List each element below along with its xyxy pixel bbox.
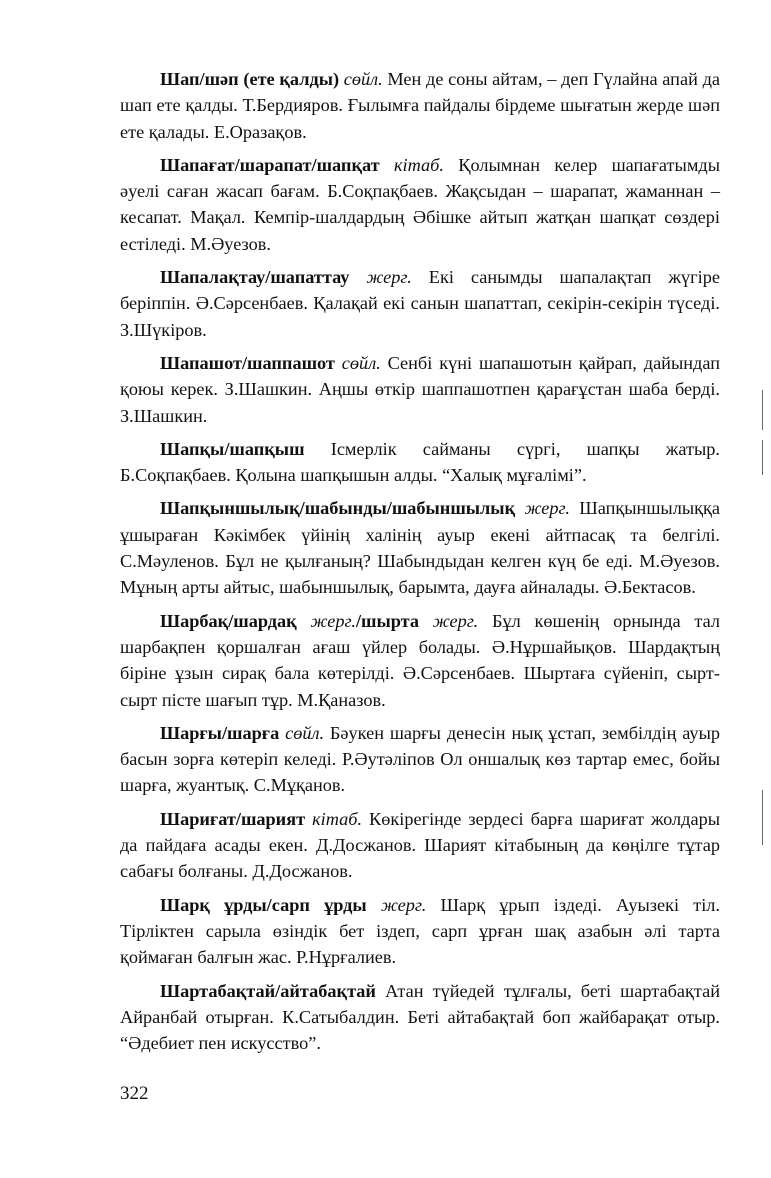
dictionary-entry [120, 495, 720, 600]
entry-text: Мен де соны айтам, – деп Гүлайна апай да шап ете қалды. Т.Бердияров. Ғылымға пайдалы бірдеме шығатын жерде шәп ете қалады. Е.Оразақов. [120, 69, 720, 142]
scan-margin-mark [762, 790, 763, 845]
headword-variant: /шырта [355, 610, 419, 631]
headword: Шарқ ұрды/сарп ұрды [160, 894, 367, 915]
dictionary-entry [120, 350, 720, 429]
headword: Шапағат/шарапат/шапқат [160, 154, 380, 175]
entry-text: Бәукен шарғы денесін нық ұстап, зембілдің ауыр басын зорға көтеріп келеді. Р.Әутәліпов Ол оншалық көз тартар емес, бойы шарға, жуантық. С.Мұқанов. [120, 722, 720, 796]
dictionary-entry [120, 892, 720, 971]
dictionary-entry [120, 436, 720, 489]
headword: Шапашот/шаппашот [160, 352, 335, 373]
usage-label: кітаб. [312, 808, 363, 829]
headword: Шапқыншылық/шабынды/шабыншылық [160, 498, 516, 519]
dictionary-entry [120, 152, 720, 257]
headword: Шариғат/шарият [160, 808, 306, 829]
headword: Шапқы/шапқыш [160, 438, 305, 459]
page-number: 322 [120, 1083, 149, 1104]
headword: Шап/шәп (ете қалды) [160, 69, 340, 89]
usage-label: жерг. [310, 610, 356, 631]
usage-label: жерг. [380, 894, 427, 915]
entry-text: Қолымнан келер шапағатымды әуелі саған жасап бағам. Б.Соқпақбаев. Жақсыдан – шарапат, жаманнан – кесапат. Мақал. Кемпір-шалдардың Әбішке айтып жатқан шапқат сөздері естіледі. М.Әуезов. [120, 154, 720, 254]
usage-label: сөйл. [285, 722, 325, 743]
entry-text: Атан түйедей тұлғалы, беті шартабақтай Айранбай отырған. К.Сатыбалдин. Беті айтабақтай боп жайбарақат отыр. “Әдебиет пен искусство”. [120, 980, 720, 1054]
usage-label: сөйл. [341, 352, 381, 373]
usage-label: кітаб. [393, 154, 444, 175]
dictionary-entry [120, 978, 720, 1057]
scan-margin-mark [762, 390, 763, 430]
entry-text: Шапқыншылыққа ұшыраған Кәкімбек үйінің халінің ауыр екені айтпасақ та белгілі. С.Мәуленов. Бұл не қылғаның? Шабындыдан келген күң бе еді. М.Әуезов. Мұның арты айтыс, шабыншылық, барымта, дауға айналады. Ә.Бектасов. [120, 498, 720, 598]
headword: Шарбақ/шардақ [160, 610, 297, 631]
dictionary-entry [120, 608, 720, 713]
entry-text: Ісмерлік сайманы сүргі, шапқы жатыр. Б.Соқпақбаев. Қолына шапқышын алды. “Халық мұғалімі”. [120, 438, 720, 486]
entry-text: Көкірегінде зердесі барға шариғат жолдары да пайдаға асады екен. Д.Досжанов. Шарият кітабының да көңілге тұтар сабағы болғаны. Д.Досжанов. [120, 808, 720, 882]
entry-text: Сенбі күні шапашотын қайрап, дайындап қоюы керек. З.Шашкин. Аңшы өткір шаппашотпен қарағұстан шаба берді. З.Шашкин. [120, 352, 720, 426]
headword: Шапалақтау/шапаттау [160, 267, 350, 288]
usage-label-variant: жерг. [432, 610, 479, 631]
usage-label: жерг. [524, 498, 570, 519]
usage-label: жерг. [366, 267, 412, 288]
headword: Шарғы/шарға [160, 722, 280, 743]
entry-text: Екі санымды шапалақтап жүгіре беріппін. Ә.Сәрсенбаев. Қалақай екі санын шапаттап, секірін-секірін түседі. З.Шүкіров. [120, 267, 720, 340]
dictionary-entry [120, 720, 720, 799]
entry-text: Шарқ ұрып іздеді. Ауызекі тіл. Тірліктен сарыла өзіндік бет іздеп, сарп ұрған шақ азабын әлі тарта қоймаған балғын жас. Р.Нұрғалиев. [120, 894, 720, 968]
headword: Шартабақтай/айтабақтай [160, 980, 376, 1001]
dictionary-entry [120, 806, 720, 885]
dictionary-entry [120, 264, 720, 343]
usage-label: сөйл. [343, 69, 383, 89]
dictionary-entries [120, 66, 720, 1063]
scan-margin-mark [762, 440, 763, 475]
entry-text: Бұл көшенің орнында тал шарбақпен қоршалған ағаш үйлер болады. Ә.Нұршайықов. Шардақтың біріне ұзын сирақ бала көтерілді. Ә.Сәрсенбаев. Шыртаға сүйеніп, сырт-сырт пісте шағып тұр. М.Қаназов. [120, 610, 720, 710]
dictionary-entry [120, 66, 720, 145]
